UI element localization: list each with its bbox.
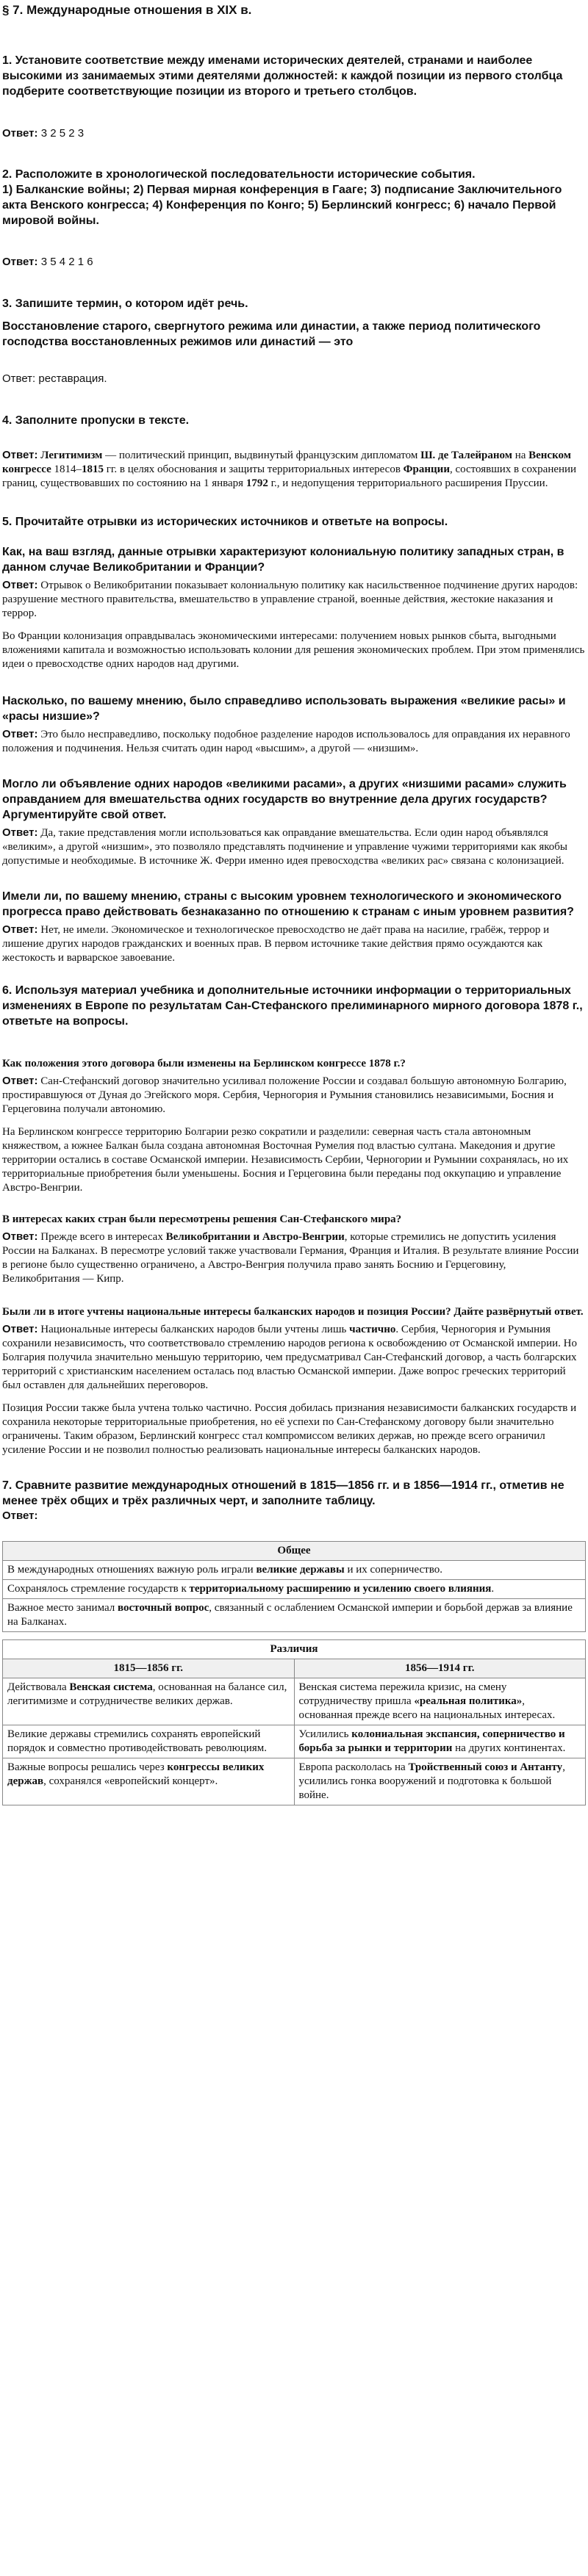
- common-row: В международных отношениях важную роль играли великие державы и их соперничество.: [3, 1561, 586, 1580]
- question-3-prompt: Восстановление старого, свергнутого режима или династии, а также период политического господства восстановленных режимов или династий — это: [2, 320, 541, 348]
- diff-table: [2, 1639, 586, 1805]
- question-6-sub-3: Были ли в итоге учтены национальные интересы балканских народов и позиция России? Дайте развёрнутый ответ.: [2, 1306, 584, 1318]
- answer-7-label: Ответ:: [2, 1509, 38, 1522]
- answer-5-2: Ответ: Это было несправедливо, поскольку подобное разделение народов использовалось для оправдания их неравного положения и подчинения. Нельзя считать один народ «высшим», а другой — «низшим».: [2, 728, 570, 754]
- diff-cell-right: Усилились колониальная экспансия, соперничество и борьба за рынки и территории на других континентах.: [294, 1725, 586, 1758]
- common-row: Важное место занимал восточный вопрос, связанный с ослаблением Османской империи и борьбой держав за влияние на Балканах.: [3, 1599, 586, 1632]
- answer-5-3: Ответ: Да, такие представления могли использоваться как оправдание вмешательства. Если один народ объявлялся «великим», а другой «низшим», это позволяло представлять подчинение и управление чужими территориями как якобы допустимые и необходимые. В источнике Ж. Ферри именно идея превосходства «великих рас» связана с колонизацией.: [2, 826, 567, 867]
- diff-table-wrap: [2, 1639, 586, 1805]
- document-page: [0, 3, 588, 1811]
- common-table-wrap: [2, 1541, 586, 1632]
- answer-6-1: Ответ: Сан-Стефанский договор значительно усиливал положение России и создавал большую автономную Болгарию, простиравшуюся от Дуная до Эгейского моря. Сербия, Черногория и Румыния становились независимыми, Босния и Герцеговина получали автономию.: [2, 1075, 567, 1115]
- answer-1: Ответ: 3 2 5 2 3: [2, 127, 85, 140]
- answer-5-1: Ответ: Отрывок о Великобритании показывает колониальную политику как насильственное подчинение других народов: разрушение местного правительства, вмешательство в управление страной, военные действия, жестокие наказания и террор.: [2, 579, 578, 619]
- answer-6-2: Ответ: Прежде всего в интересах Великобритании и Австро-Венгрии, которые стремились не допустить усиления России на Балканах. В пересмотре условий также участвовали Германия, Франция и Италия. В результате влияние России в регионе было существенно ограничено, а Австро-Венгрия получила право занять Боснию и Герцеговину, Великобритания — Кипр.: [2, 1230, 579, 1285]
- answer-5-4: Ответ: Нет, не имели. Экономическое и технологическое превосходство не даёт права на насилие, грабёж, террор и лишение других народов гражданских и военных прав. В первом источнике такие действия прямо осуждаются как жестокость и варварское завоевание.: [2, 923, 550, 964]
- question-5-sub-3: Могло ли объявление одних народов «великими расами», а других «низшими расами» служить оправданием для вмешательства одних государств во внутренние дела других государств? Аргументируйте свой ответ.: [2, 778, 567, 821]
- answer-4: Ответ: Легитимизм — политический принцип, выдвинутый французским дипломатом Ш. де Талейраном на Венском конгрессе 1814–1815 гг. в целях обоснования и защиты территориальных интересов Франции, состоявших в сохранении границ, существовавших по состоянию на 1 января 1792 г., и недопущения территориального расширения Пруссии.: [2, 449, 577, 489]
- diff-cell-right: Европа раскололась на Тройственный союз и Антанту, усилились гонка вооружений и подготовка к большой войне.: [294, 1758, 586, 1805]
- diff-cell-right: Венская система пережила кризис, на смену сотрудничеству пришла «реальная политика», основанная прежде всего на национальных интересах.: [294, 1678, 586, 1725]
- question-5-sub-2: Насколько, по вашему мнению, было справедливо использовать выражения «великие расы» и «расы низшие»?: [2, 695, 566, 723]
- question-2: 2. Расположите в хронологической последовательности исторические события.: [2, 168, 476, 181]
- question-3: 3. Запишите термин, о котором идёт речь.: [2, 297, 248, 310]
- question-4: 4. Заполните пропуски в тексте.: [2, 414, 190, 427]
- diff-cell-left: Действовала Венская система, основанная на балансе сил, легитимизме и сотрудничестве великих держав.: [3, 1678, 295, 1725]
- common-row: Сохранялось стремление государств к территориальному расширению и усилению своего влияния.: [3, 1580, 586, 1599]
- question-6-sub-2: В интересах каких стран были пересмотрены решения Сан-Стефанского мира?: [2, 1213, 402, 1225]
- period-2-header: 1856—1914 гг.: [294, 1659, 586, 1678]
- question-6-sub-1: Как положения этого договора были изменены на Берлинском конгрессе 1878 г.?: [2, 1058, 406, 1069]
- question-5-sub-4: Имели ли, по вашему мнению, страны с высоким уровнем технологического и экономического прогресса право действовать безнаказанно по отношению к странам с иным уровнем развития?: [2, 890, 574, 918]
- question-2-events: 1) Балканские войны; 2) Первая мирная конференция в Гааге; 3) подписание Заключительного акта Венского конгресса; 4) Конференция по Конго; 5) Берлинский конгресс; 6) начало Первой мировой войны.: [2, 184, 562, 227]
- question-6: 6. Используя материал учебника и дополнительные источники информации о территориальных изменениях в Европе по результатам Сан-Стефанского прелиминарного мирного договора 1878 г., ответьте на вопросы.: [2, 984, 583, 1028]
- question-1: 1. Установите соответствие между именами исторических деятелей, странами и наиболее высокими из занимаемых этими деятелями должностей: к каждой позиции из первого столбца подберите соответствующие позиции из второго и третьего столбцов.: [2, 54, 563, 98]
- question-7: 7. Сравните развитие международных отношений в 1815—1856 гг. и в 1856—1914 гг., отметив не менее трёх общих и трёх различных черт, и заполните таблицу.: [2, 1479, 564, 1507]
- common-header: Общее: [3, 1542, 586, 1561]
- diff-header: Различия: [3, 1640, 586, 1659]
- answer-5-1-paragraph-2: Во Франции колонизация оправдывалась экономическими интересами: получением новых рынков сбыта, выгодными вложениями капитала и возможностью использовать колонии для решения экономических проблем. При этом применялись идеи о превосходстве одних народов над другими.: [2, 630, 585, 670]
- answer-6-1-paragraph-2: На Берлинском конгрессе территорию Болгарии резко сократили и разделили: северная часть стала автономным княжеством, а южнее Балкан была создана автономная Восточная Румелия под властью султана. Македония и другие территории остались в составе Османской империи. Независимость Сербии, Черногории и Румынии сохранялась, но их территориальные приобретения были уменьшены. Босния и Герцеговина были переданы под оккупацию и управление Австро-Венгрии.: [2, 1126, 569, 1194]
- diff-cell-left: Важные вопросы решались через конгрессы великих держав, сохранялся «европейский концерт».: [3, 1758, 295, 1805]
- answer-3: Ответ: реставрация.: [2, 372, 107, 385]
- period-1-header: 1815—1856 гг.: [3, 1659, 295, 1678]
- question-5-sub-1: Как, на ваш взгляд, данные отрывки характеризуют колониальную политику западных стран, в данном случае Великобритании и Франции?: [2, 546, 564, 574]
- answer-6-3-paragraph-2: Позиция России также была учтена только частично. Россия добилась признания независимости балканских государств и сохранила некоторые территориальные приобретения, но её успехи по Сан-Стефанскому договору были значительно ограничены. Таким образом, Берлинский конгресс стал компромиссом великих держав, но прежде всего ограничил усиление России и не позволил полностью реализовать национальные интересы балканских народов.: [2, 1402, 577, 1456]
- question-5: 5. Прочитайте отрывки из исторических источников и ответьте на вопросы.: [2, 516, 448, 528]
- answer-6-3: Ответ: Национальные интересы балканских народов были учтены лишь частично. Сербия, Черногория и Румыния сохранили независимость, что соответствовало стремлению народов региона к освобождению от Османской империи. Но Болгария получила значительно меньшую территорию, чем предусматривал Сан-Стефанский договор, а часть болгарских территорий с христианским населением осталась под властью Османской империи. Даже вопрос греческих территорий был оставлен для дальнейших переговоров.: [2, 1323, 577, 1391]
- diff-cell-left: Великие державы стремились сохранять европейский порядок и совместно противодействовать революциям.: [3, 1725, 295, 1758]
- common-table: [2, 1541, 586, 1632]
- answer-2: Ответ: 3 5 4 2 1 6: [2, 256, 93, 268]
- page-title: § 7. Международные отношения в XIX в.: [2, 3, 252, 17]
